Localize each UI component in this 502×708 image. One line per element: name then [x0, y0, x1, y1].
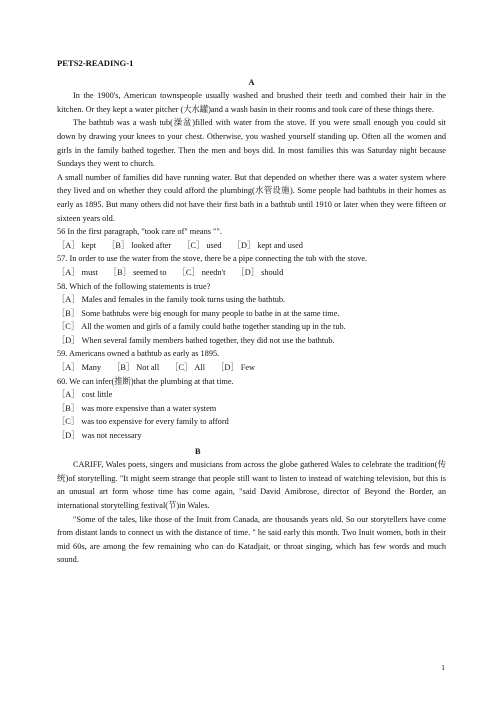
section-b-paragraph-1: CARIFF, Wales poets, singers and musicians from across the globe gathered Wales to celebrate the tradition(传统)of storytelling. "It might seem strange that people still want to listen to instead of watching television, but this is an unusual art form whose time has come again, "said David Amibrose, director of Beyond the Border, an international storytelling festival(节)in Wales.: [57, 460, 446, 510]
question-60-option-a: ［A］ cost little: [57, 390, 113, 400]
question-60-stem: 60. We can infer(推断)that the plumbing at that time.: [57, 376, 234, 386]
question-57-stem: 57. In order to use the water from the stove, there be a pipe connecting the tub with the stove.: [57, 254, 368, 264]
section-a-heading: A: [248, 77, 255, 87]
question-59-option-b: ［B］ Not all: [112, 363, 160, 373]
document-body: [57, 57, 446, 567]
question-59-option-a: ［A］ Many: [57, 363, 102, 373]
question-57-option-b: ［B］ seemed to: [108, 267, 167, 277]
question-59-option-d: ［D］ Few: [216, 363, 256, 373]
question-57-option-d: ［D］ should: [236, 267, 284, 277]
section-b-paragraph-2: "Some of the tales, like those of the Inuit from Canada, are thousands years old. So our storytellers have come from distant lands to connect us with the distance of time. " he said early this month. Two Inuit women, both in their mid 60s, are among the few remaining who can do Katadjait, or throat singing, which has few words and much sound.: [57, 514, 446, 565]
question-59-option-c: ［C］ All: [170, 363, 206, 373]
question-60-option-c: ［C］ was too expensive for every family to afford: [57, 417, 229, 427]
section-a-paragraph-2: The bathtub was a wash tub(澡盆)filled with water from the stove. If you were small enough you could sit down by drawing your knees to your chest. Otherwise, you washed yourself standing up. Often all the women and girls in the family bathed together. Then the men and boys did. In most families this was Saturday night because Sundays they went to church.: [57, 118, 446, 169]
section-a-paragraph-1: In the 1900's, American townspeople usually washed and brushed their teeth and combed their hair in the kitchen. Or they kept a water pitcher (大水罐)and a wash basin in their rooms and took care of these things there.: [57, 91, 446, 114]
question-57-option-a: ［A］ must: [57, 267, 98, 277]
question-56-option-a: ［A］ kept: [57, 240, 96, 250]
section-b-heading: B: [195, 446, 201, 456]
question-58-option-a: ［A］ Males and females in the family took turns using the bathtub.: [57, 295, 286, 305]
question-59-stem: 59. Americans owned a bathtub as early as 1895.: [57, 349, 220, 359]
question-57-option-c: ［C］ needn't: [177, 267, 226, 277]
question-60-option-b: ［B］ was more expensive than a water system: [57, 403, 217, 413]
question-57-options: [57, 266, 446, 280]
question-58-stem: 58. Which of the following statements is true?: [57, 281, 211, 291]
question-56-options: [57, 239, 446, 253]
question-60-option-d: ［D］ was not necessary: [57, 431, 142, 441]
section-a-paragraph-3: A small number of families did have running water. But that depended on whether there was a water system where they lived and on whether they could afford the plumbing(水管设施). Some people had bathtubs in their homes as early as 1895. But many others did not have their first bath in a bathtub until 1910 or later when they were fifteen or sixteen years old.: [57, 172, 446, 223]
question-56-stem: 56 In the first paragraph, "took care of" means "".: [57, 227, 222, 237]
question-56-option-b: ［B］ looked after: [107, 240, 172, 250]
question-56-option-c: ［C］ used: [182, 240, 222, 250]
page-number: 1: [441, 663, 445, 672]
document-title: PETS2-READING-1: [57, 58, 134, 68]
question-58-option-d: ［D］ When several family members bathed together, they did not use the bathtub.: [57, 335, 335, 345]
question-58-option-c: ［C］ All the women and girls of a family could bathe together standing up in the tub.: [57, 322, 346, 332]
question-56-option-d: ［D］ kept and used: [232, 240, 303, 250]
question-58-option-b: ［B］ Some bathtubs were big enough for many people to bathe in at the same time.: [57, 308, 340, 318]
question-59-options: [57, 361, 446, 375]
